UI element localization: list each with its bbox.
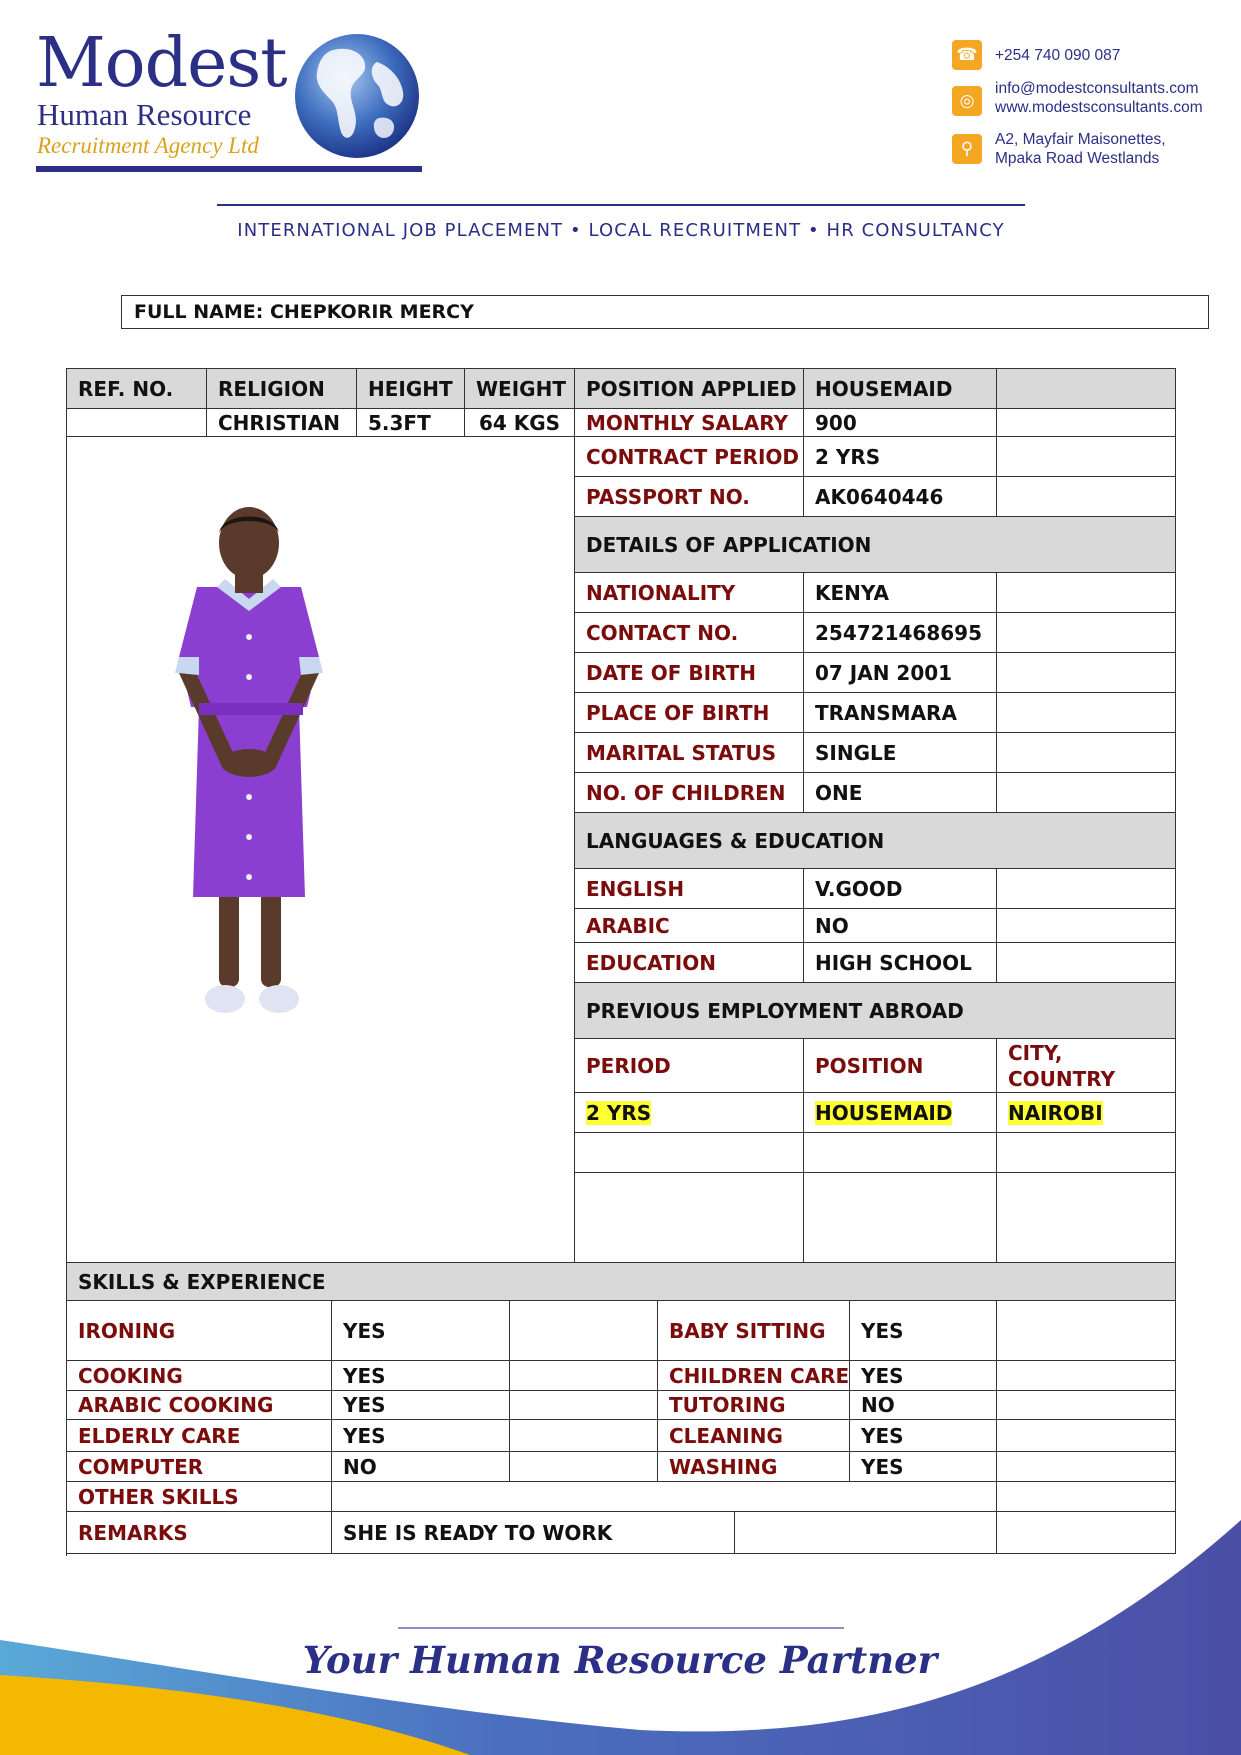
tagline-rule [217,204,1025,206]
contact-phone [952,40,1232,74]
logo-underline [36,166,422,172]
empty-cell [997,409,1176,437]
address-line-2: Mpaka Road Westlands [995,150,1160,167]
ref-no-label: REF. NO. [67,369,207,409]
tutoring-value: NO [850,1391,997,1420]
empty-cell [997,573,1176,613]
empty-cell [997,1173,1176,1263]
empty-cell [997,1301,1176,1361]
employment-period-value: 2 YRS [586,1100,652,1125]
place-of-birth-label: PLACE OF BIRTH [575,693,804,733]
nationality-label: NATIONALITY [575,573,804,613]
empty-cell [804,1133,997,1173]
arabic-value: NO [804,909,997,943]
footer-rule [398,1627,844,1629]
phone-icon: ☎ [952,40,982,70]
passport-no-label: PASSPORT NO. [575,477,804,517]
empty-cell [997,1133,1176,1173]
email-address: info@modestconsultants.com [995,80,1199,97]
marital-status-label: MARITAL STATUS [575,733,804,773]
computer-label: COMPUTER [67,1452,332,1482]
globe-icon [293,32,421,160]
empty-cell [510,1301,658,1361]
contact-no-label: CONTACT NO. [575,613,804,653]
elderly-care-label: ELDERLY CARE [67,1420,332,1452]
position-column-header: POSITION [804,1039,997,1093]
no-of-children-value: ONE [804,773,997,813]
cleaning-label: CLEANING [658,1420,850,1452]
empty-cell [997,1452,1176,1482]
city-country-column-header [997,1039,1176,1093]
web-icon: ◎ [952,86,982,116]
english-value: V.GOOD [804,869,997,909]
period-column-header: PERIOD [575,1039,804,1093]
location-pin-icon: ⚲ [952,134,982,164]
employment-period-cell [575,1093,804,1133]
empty-cell [510,1452,658,1482]
washing-label: WASHING [658,1452,850,1482]
english-label: ENGLISH [575,869,804,909]
logo-wordmark: Modest [36,24,287,103]
empty-cell [997,773,1176,813]
education-value: HIGH SCHOOL [804,943,997,983]
contract-period-value: 2 YRS [804,437,997,477]
employment-city-value: NAIROBI [1008,1100,1103,1125]
employment-position-value: HOUSEMAID [815,1100,953,1125]
empty-cell [997,613,1176,653]
skills-heading: SKILLS & EXPERIENCE [67,1263,1176,1301]
other-skills-label: OTHER SKILLS [67,1482,332,1512]
contact-web [952,80,1232,126]
washing-value: YES [850,1452,997,1482]
footer-motto: Your Human Resource Partner [302,1638,938,1682]
empty-cell [997,869,1176,909]
full-name-field: FULL NAME: CHEPKORIR MERCY [121,295,1209,329]
ref-no-value [67,409,207,437]
arabic-label: ARABIC [575,909,804,943]
cooking-label: COOKING [67,1361,332,1391]
empty-cell [997,653,1176,693]
tutoring-label: TUTORING [658,1391,850,1420]
empty-cell [997,477,1176,517]
ironing-value: YES [332,1301,510,1361]
empty-cell [997,1361,1176,1391]
empty-cell [997,943,1176,983]
education-label: EDUCATION [575,943,804,983]
empty-cell [997,693,1176,733]
contact-address [952,131,1232,174]
phone-number: +254 740 090 087 [995,47,1121,64]
monthly-salary-value: 900 [804,409,997,437]
date-of-birth-label: DATE OF BIRTH [575,653,804,693]
photo-cell [67,437,575,1263]
children-care-label: CHILDREN CARE [658,1361,850,1391]
position-applied-value: HOUSEMAID [804,369,997,409]
languages-heading: LANGUAGES & EDUCATION [575,813,1176,869]
monthly-salary-label: MONTHLY SALARY [575,409,804,437]
contract-period-label: CONTRACT PERIOD [575,437,804,477]
logo-agency-name: Recruitment Agency Ltd [37,133,259,158]
empty-cell [804,1173,997,1263]
empty-cell [575,1173,804,1263]
elderly-care-value: YES [332,1420,510,1452]
empty-cell [997,733,1176,773]
company-logo [36,24,426,178]
ironing-label: IRONING [67,1301,332,1361]
empty-cell [997,369,1176,409]
empty-cell [510,1420,658,1452]
baby-sitting-label: BABY SITTING [658,1301,850,1361]
empty-cell [510,1361,658,1391]
country-label: COUNTRY [1008,1066,1116,1091]
place-of-birth-value: TRANSMARA [804,693,997,733]
marital-status-value: SINGLE [804,733,997,773]
weight-value: 64 KGS [465,409,575,437]
empty-cell [510,1391,658,1420]
city-label: CITY, [1008,1040,1063,1065]
empty-cell [997,437,1176,477]
empty-cell [997,1420,1176,1452]
website-address: www.modestsconsultants.com [995,99,1203,116]
contact-no-value: 254721468695 [804,613,997,653]
employment-city-cell [997,1093,1176,1133]
weight-label: WEIGHT [465,369,575,409]
logo-subtitle: Human Resource [37,97,252,132]
address-line-1: A2, Mayfair Maisonettes, [995,131,1166,148]
details-heading: DETAILS OF APPLICATION [575,517,1176,573]
remarks-label: REMARKS [67,1512,332,1554]
empty-cell [575,1133,804,1173]
religion-label: RELIGION [207,369,357,409]
passport-no-value: AK0640446 [804,477,997,517]
empty-cell [997,1391,1176,1420]
children-care-value: YES [850,1361,997,1391]
remarks-value: SHE IS READY TO WORK [332,1512,735,1554]
empty-cell [997,909,1176,943]
employment-heading: PREVIOUS EMPLOYMENT ABROAD [575,983,1176,1039]
position-applied-label: POSITION APPLIED [575,369,804,409]
cleaning-value: YES [850,1420,997,1452]
height-label: HEIGHT [357,369,465,409]
religion-value: CHRISTIAN [207,409,357,437]
height-value: 5.3FT [357,409,465,437]
no-of-children-label: NO. OF CHILDREN [575,773,804,813]
cv-table [66,368,1176,1556]
tagline: INTERNATIONAL JOB PLACEMENT • LOCAL RECRUITMENT • HR CONSULTANCY [237,220,1005,241]
date-of-birth-value: 07 JAN 2001 [804,653,997,693]
nationality-value: KENYA [804,573,997,613]
candidate-photo [149,507,349,1019]
computer-value: NO [332,1452,510,1482]
arabic-cooking-label: ARABIC COOKING [67,1391,332,1420]
baby-sitting-value: YES [850,1301,997,1361]
cooking-value: YES [332,1361,510,1391]
employment-position-cell [804,1093,997,1133]
arabic-cooking-value: YES [332,1391,510,1420]
